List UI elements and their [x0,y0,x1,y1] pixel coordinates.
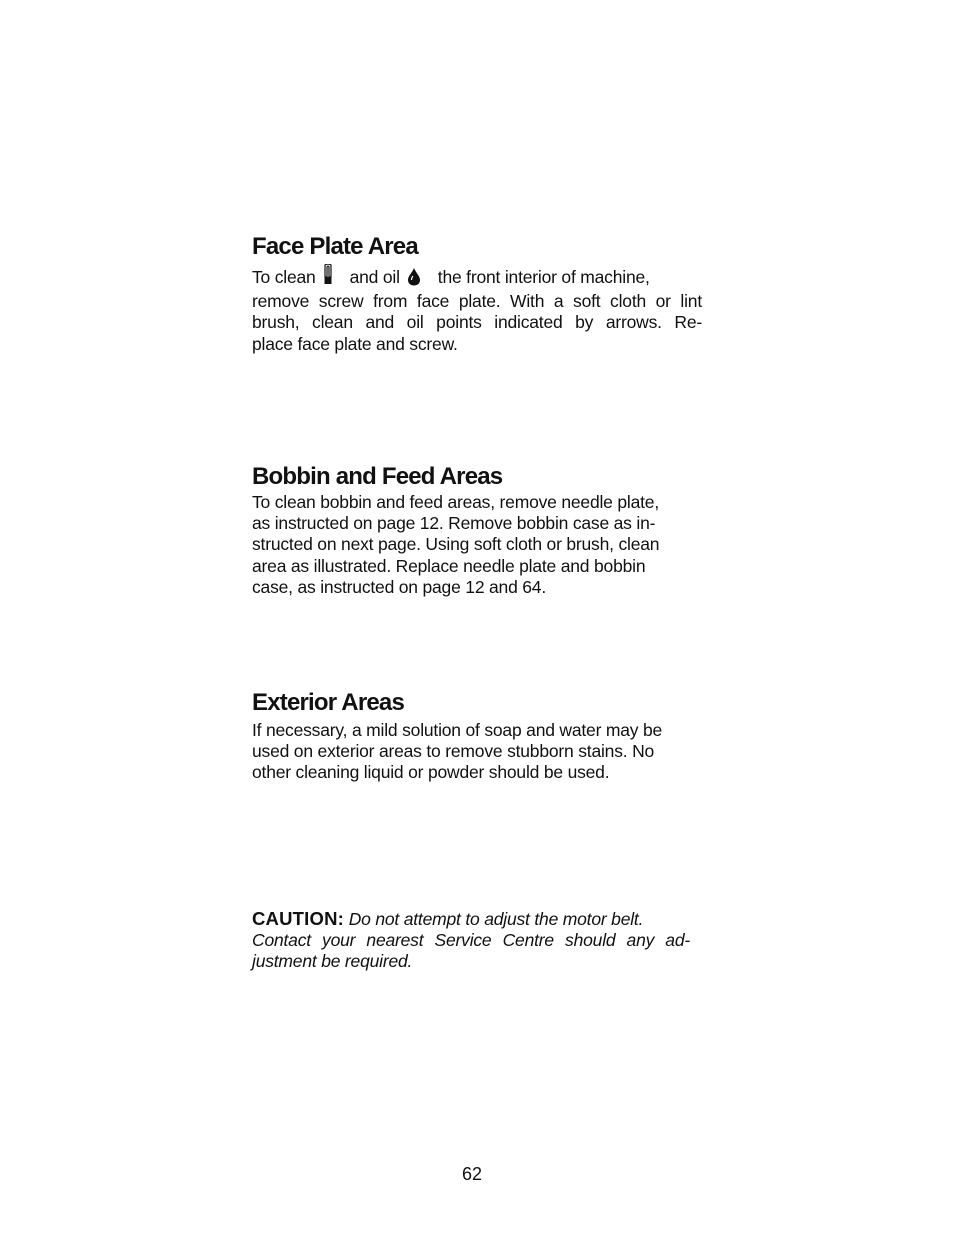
paragraph-line: structed on next page. Using soft cloth or brush, clean [252,534,660,555]
caution-label: CAUTION: [252,908,345,929]
section-exterior-areas [252,689,702,784]
paragraph-line: case, as instructed on page 12 and 64. [252,576,547,597]
oil-drop-icon [404,266,424,291]
paragraph-face-plate [252,264,702,355]
paragraph-line: other cleaning liquid or powder should be used. [252,762,610,783]
section-face-plate-area [252,233,702,355]
text-to-clean: To clean [252,267,316,287]
heading-exterior-areas: Exterior Areas [252,689,404,716]
paragraph-line: To clean bobbin and feed areas, remove needle plate, [252,492,659,512]
caution-line: Contact your nearest Service Centre should any ad- [252,930,690,951]
page-number: 62 [461,1164,483,1184]
paragraph-bobbin-feed [252,492,702,598]
paragraph-exterior [252,720,702,784]
paragraph-line: area as illustrated. Replace needle plate and bobbin [252,555,646,576]
paragraph-line: as instructed on page 12. Remove bobbin case as in- [252,513,656,534]
heading-bobbin-feed-areas: Bobbin and Feed Areas [252,463,503,490]
paragraph-line [252,264,702,291]
caution-line [252,908,690,930]
paragraph-line: place face plate and screw. [252,333,458,354]
text-front-interior: the front interior of machine, [437,267,650,287]
section-bobbin-feed-areas [252,463,702,598]
paragraph-line: used on exterior areas to remove stubborn stains. No [252,741,655,762]
heading-face-plate-area: Face Plate Area [252,233,418,260]
lint-brush-icon [320,264,336,291]
paragraph-line: remove screw from face plate. With a soft cloth or lint [252,291,702,312]
caution-note [252,908,690,973]
text-and-oil: and oil [349,267,400,287]
caution-line: justment be required. [252,951,413,972]
caution-text: Do not attempt to adjust the motor belt. [348,909,644,929]
paragraph-line: If necessary, a mild solution of soap and water may be [252,720,663,740]
paragraph-line: brush, clean and oil points indicated by arrows. Re- [252,312,702,333]
